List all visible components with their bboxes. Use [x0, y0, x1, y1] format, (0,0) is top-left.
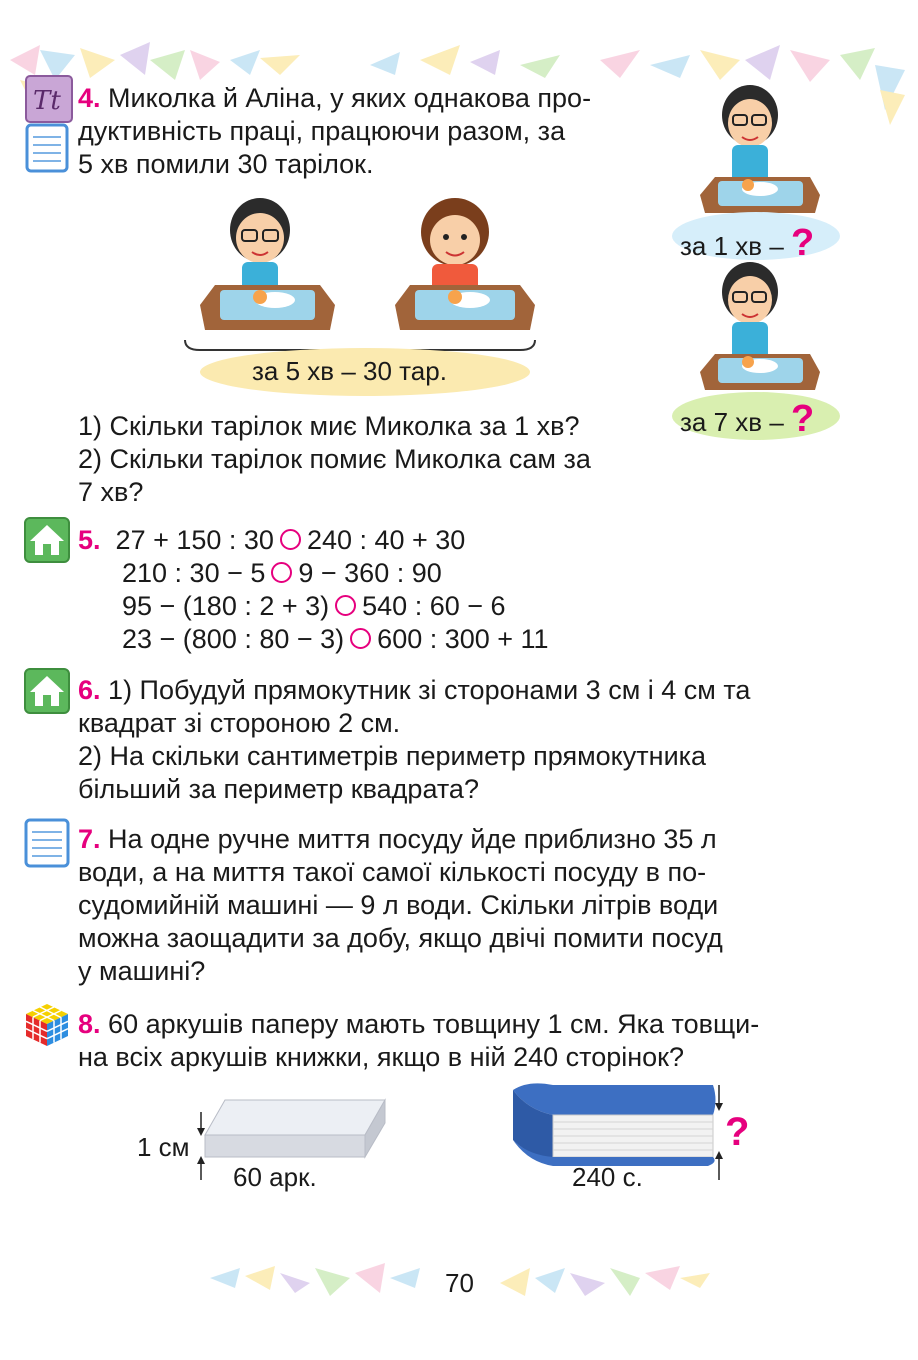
task8-text: [78, 1008, 840, 1074]
task7-line-1: На одне ручне миття посуду йде приблизно 35 л: [108, 824, 717, 854]
seven-minutes-question-mark: ?: [791, 398, 815, 440]
boy-one-minute-illustration: [700, 85, 820, 225]
stack-thickness-label: 1 см: [137, 1132, 190, 1162]
task7-line-5: у машині?: [78, 956, 206, 986]
task5-row-3-right: 540 : 60 − 6: [362, 591, 506, 621]
task7-line-3: судомийній машині — 9 л води. Скільки літрів води: [78, 890, 719, 920]
task4-questions: [78, 410, 650, 509]
task4-question-1: 1) Скільки тарілок миє Миколка за 1 хв?: [78, 411, 580, 441]
task5-block: [78, 524, 678, 656]
house-icon: [24, 668, 70, 719]
seven-minutes-text: за 7 хв –: [680, 407, 784, 437]
task5-row-2-right: 9 − 360 : 90: [298, 558, 442, 588]
stack-label: 60 арк.: [233, 1162, 317, 1192]
task5-number: 5.: [78, 525, 101, 555]
one-minute-question-mark: ?: [791, 222, 815, 264]
task5-row-1-right: 240 : 40 + 30: [306, 525, 466, 555]
task6-line-1: 1) Побудуй прямокутник зі сторонами 3 см і 4 см та: [108, 675, 751, 705]
task5-row-1-left: 27 + 150 : 30: [115, 525, 274, 555]
task4-line-2: дуктивність праці, працюючи разом, за: [78, 116, 566, 146]
task7-number: 7.: [78, 824, 101, 854]
task5-row-2-left: 210 : 30 − 5: [122, 558, 266, 588]
task6-line-3: 2) На скільки сантиметрів периметр прямокутника: [78, 741, 707, 771]
one-minute-label: [680, 222, 814, 265]
task4-question-2: 2) Скільки тарілок помиє Миколка сам за: [78, 444, 591, 474]
task6-line-2: квадрат зі стороною 2 см.: [78, 708, 401, 738]
notebook-icon: [24, 818, 70, 873]
task7-line-2: води, а на миття такої самої кількості посуду в по-: [78, 857, 707, 887]
kids-washing-dishes-illustration: [180, 190, 540, 355]
book-illustration: [508, 1080, 723, 1170]
task8-line-2: на всіх аркушів книжки, якщо в ній 240 сторінок?: [78, 1042, 684, 1072]
rubiks-cube-icon: [24, 1002, 70, 1053]
comparison-circle[interactable]: [280, 529, 301, 550]
task6-line-4: більший за периметр квадрата?: [78, 774, 479, 804]
task4-question-3: 7 хв?: [78, 477, 144, 507]
notebook-icon: [25, 123, 69, 173]
page-number: 70: [445, 1268, 474, 1298]
book-thickness-arrows: [713, 1085, 725, 1180]
seven-minutes-label: [680, 398, 814, 441]
house-icon: [24, 517, 70, 568]
comparison-circle[interactable]: [335, 595, 356, 616]
task4-line-1: Миколка й Аліна, у яких однакова про-: [108, 83, 592, 113]
task4-text: [78, 82, 650, 181]
book-label: 240 с.: [572, 1162, 643, 1192]
book-question-mark: ?: [725, 1110, 750, 1154]
task7-text: [78, 823, 840, 988]
together-label: за 5 хв – 30 тар.: [252, 356, 447, 386]
boy-seven-minutes-illustration: [700, 262, 820, 402]
task4-line-3: 5 хв помили 30 тарілок.: [78, 149, 374, 179]
one-minute-text: за 1 хв –: [680, 231, 784, 261]
task7-line-4: можна заощадити за добу, якщо двічі помити посуд: [78, 923, 723, 953]
comparison-circle[interactable]: [271, 562, 292, 583]
task6-number: 6.: [78, 675, 101, 705]
comparison-circle[interactable]: [350, 628, 371, 649]
paper-stack-illustration: [195, 1095, 390, 1170]
svg-text:Tt: Tt: [33, 86, 61, 116]
task8-line-1: 60 аркушів паперу мають товщину 1 см. Яка товщи-: [108, 1009, 760, 1039]
task6-text: [78, 674, 840, 806]
task5-row-4-right: 600 : 300 + 11: [377, 624, 549, 654]
tutor-icon: [25, 75, 73, 123]
task5-row-4-left: 23 − (800 : 80 − 3): [122, 624, 345, 654]
task8-number: 8.: [78, 1009, 101, 1039]
task4-number: 4.: [78, 83, 101, 113]
thickness-arrows: [195, 1112, 207, 1182]
task5-row-3-left: 95 − (180 : 2 + 3): [122, 591, 330, 621]
